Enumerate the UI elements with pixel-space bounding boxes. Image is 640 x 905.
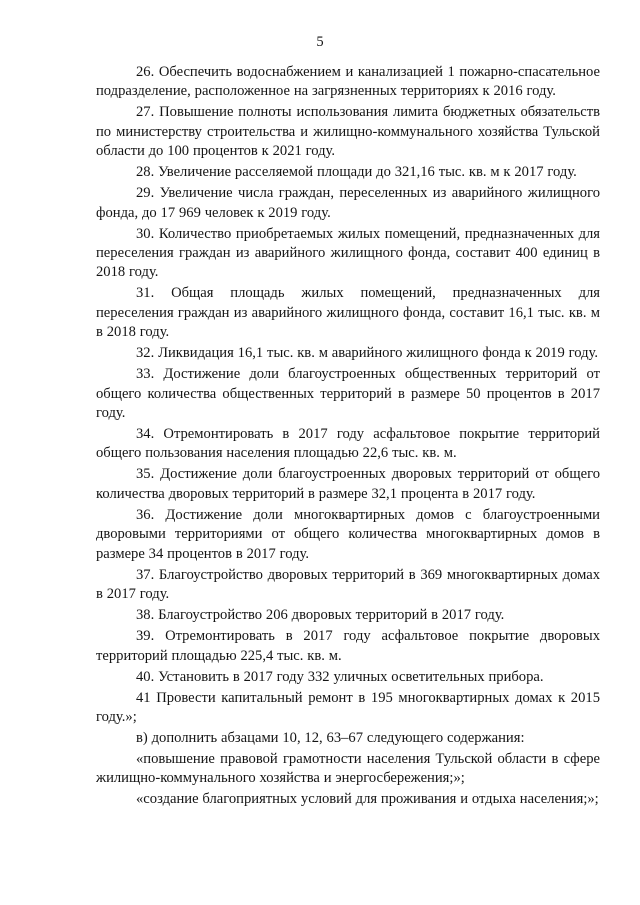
paragraph-32: 32. Ликвидация 16,1 тыс. кв. м аварийного жилищного фонда к 2019 году.	[136, 345, 599, 362]
paragraph-29: 29. Увеличение числа граждан, переселенных из аварийного жилищного фонда, до 17 969 человек к 2019 году.	[96, 185, 600, 221]
paragraph-36: 36. Достижение доли многоквартирных домов с благоустроенными дворовыми территориями от общего количества многоквартирных домов в размере 34 процентов в 2017 году.	[96, 506, 600, 562]
paragraph-30: 30. Количество приобретаемых жилых помещений, предназначенных для переселения граждан из аварийного жилищного фонда, составит 400 единиц в 2018 году.	[96, 225, 600, 281]
paragraph-35: 35. Достижение доли благоустроенных дворовых территорий от общего количества дворовых территорий в размере 32,1 процента в 2017 году.	[96, 466, 600, 502]
paragraph-38: 38. Благоустройство 206 дворовых территорий в 2017 году.	[136, 607, 505, 624]
paragraph-39: 39. Отремонтировать в 2017 году асфальтовое покрытие дворовых территорий площадью 225,4 тыс. кв. м.	[96, 628, 600, 664]
paragraph-34: 34. Отремонтировать в 2017 году асфальтовое покрытие территорий общего пользования населения площадью 22,6 тыс. кв. м.	[96, 426, 600, 462]
paragraph-37: 37. Благоустройство дворовых территорий в 369 многоквартирных домах в 2017 году.	[96, 566, 600, 603]
paragraph-28: 28. Увеличение расселяемой площади до 321,16 тыс. кв. м к 2017 году.	[136, 164, 577, 181]
page-number: 5	[316, 34, 324, 50]
paragraph-quote-legal-literacy: «повышение правовой грамотности населения Тульской области в сфере жилищно-коммунального хозяйства и энергосбережения;»;	[96, 750, 600, 787]
paragraph-27: 27. Повышение полноты использования лимита бюджетных обязательств по министерству строительства и жилищно-коммунального хозяйства Тульской области до 100 процентов к 2021 году.	[96, 104, 600, 160]
paragraph-amendment-v: в) дополнить абзацами 10, 12, 63–67 следующего содержания:	[136, 729, 525, 746]
paragraph-40: 40. Установить в 2017 году 332 уличных осветительных прибора.	[136, 668, 544, 685]
paragraph-33: 33. Достижение доли благоустроенных общественных территорий от общего количества общественных территорий в размере 50 процентов в 2017 году.	[96, 366, 600, 422]
paragraph-31: 31. Общая площадь жилых помещений, предназначенных для переселения граждан из аварийного жилищного фонда, составит 16,1 тыс. кв. м в 2018 году.	[96, 285, 600, 341]
paragraph-26: 26. Обеспечить водоснабжением и канализацией 1 пожарно-спасательное подразделение, расположенное на загрязненных территориях к 2016 году.	[96, 64, 600, 100]
paragraph-41: 41 Провести капитальный ремонт в 195 многоквартирных домах к 2015 году.»;	[96, 689, 600, 725]
document-body	[96, 63, 600, 811]
paragraph-quote-living-conditions: «создание благоприятных условий для проживания и отдыха населения;»;	[136, 791, 599, 808]
